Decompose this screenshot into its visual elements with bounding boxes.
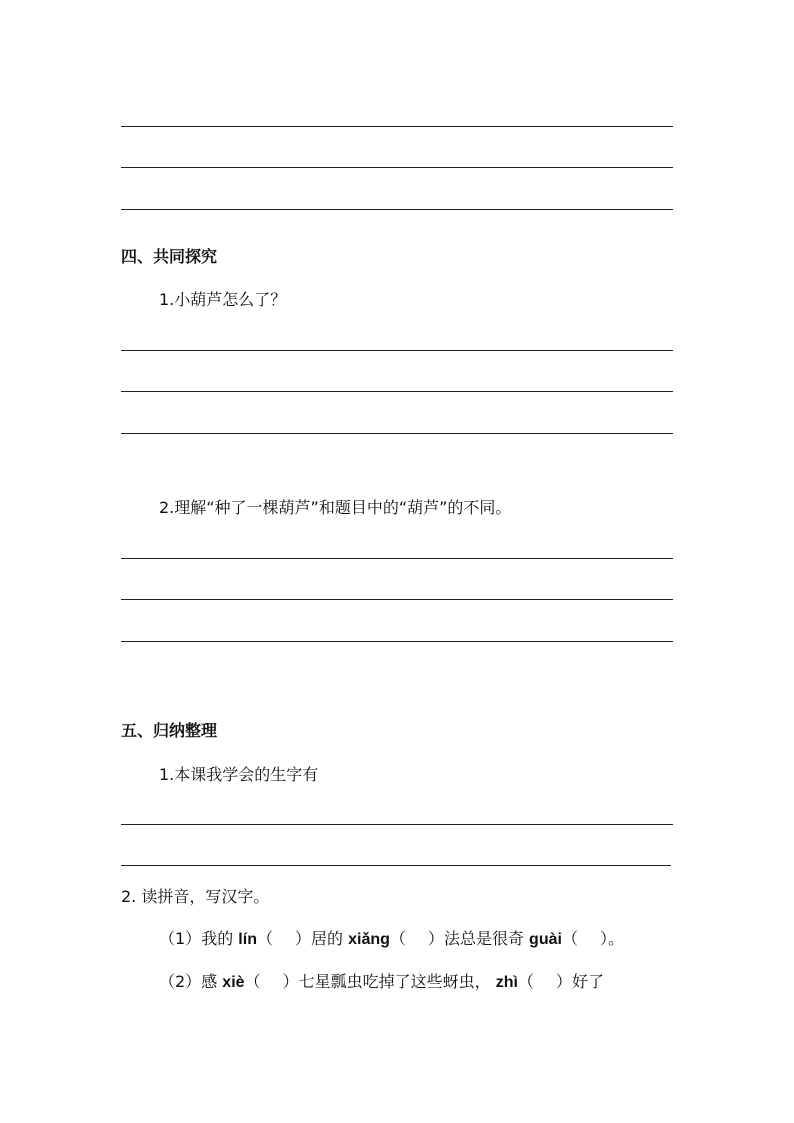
question-5-2: 2. 读拼音，写汉字。 <box>121 887 270 906</box>
pinyin-item-2 <box>159 972 604 993</box>
paren-close: ） <box>427 929 444 948</box>
item-text: 好了 <box>571 972 604 991</box>
answer-line <box>121 558 673 559</box>
pinyin: guài <box>529 931 562 948</box>
item-number: （1） <box>159 929 202 948</box>
item-text: 居的 <box>311 929 344 948</box>
paren-open: （ <box>561 929 578 948</box>
item-text: 。 <box>607 929 624 948</box>
paren-close: ） <box>282 972 299 991</box>
paren-open: （ <box>389 929 406 948</box>
answer-line <box>121 599 673 600</box>
pinyin: zhì <box>495 974 518 991</box>
answer-line <box>121 126 673 127</box>
answer-line <box>121 167 673 168</box>
answer-line <box>121 350 673 351</box>
section-heading-5: 五、归纳整理 <box>121 721 218 740</box>
question-4-2: 2.理解“种了一棵葫芦”和题目中的“葫芦”的不同。 <box>159 498 512 517</box>
answer-line <box>121 433 673 434</box>
pinyin: xiè <box>222 974 245 991</box>
pinyin: lín <box>238 931 257 948</box>
item-text: 我的 <box>201 929 234 948</box>
paren-open: （ <box>244 972 261 991</box>
paren-open: （ <box>517 972 534 991</box>
question-5-1: 1.本课我学会的生字有 <box>159 765 319 784</box>
item-text: 七星瓢虫吃掉了这些蚜虫， <box>298 972 491 991</box>
pinyin: xiǎng <box>348 931 390 948</box>
item-text: 法总是很奇 <box>443 929 524 948</box>
answer-line <box>121 641 673 642</box>
answer-line <box>121 824 673 825</box>
paren-open: （ <box>256 929 273 948</box>
section-heading-4: 四、共同探究 <box>121 247 218 266</box>
pinyin-item-1 <box>159 929 624 950</box>
paren-close: ） <box>599 929 608 948</box>
answer-line <box>121 865 671 866</box>
answer-line <box>121 209 673 210</box>
item-number: （2） <box>159 972 202 991</box>
paren-close: ） <box>555 972 572 991</box>
item-text: 感 <box>201 972 218 991</box>
answer-line <box>121 391 673 392</box>
paren-close: ） <box>294 929 311 948</box>
question-4-1: 1.小葫芦怎么了？ <box>159 290 287 309</box>
